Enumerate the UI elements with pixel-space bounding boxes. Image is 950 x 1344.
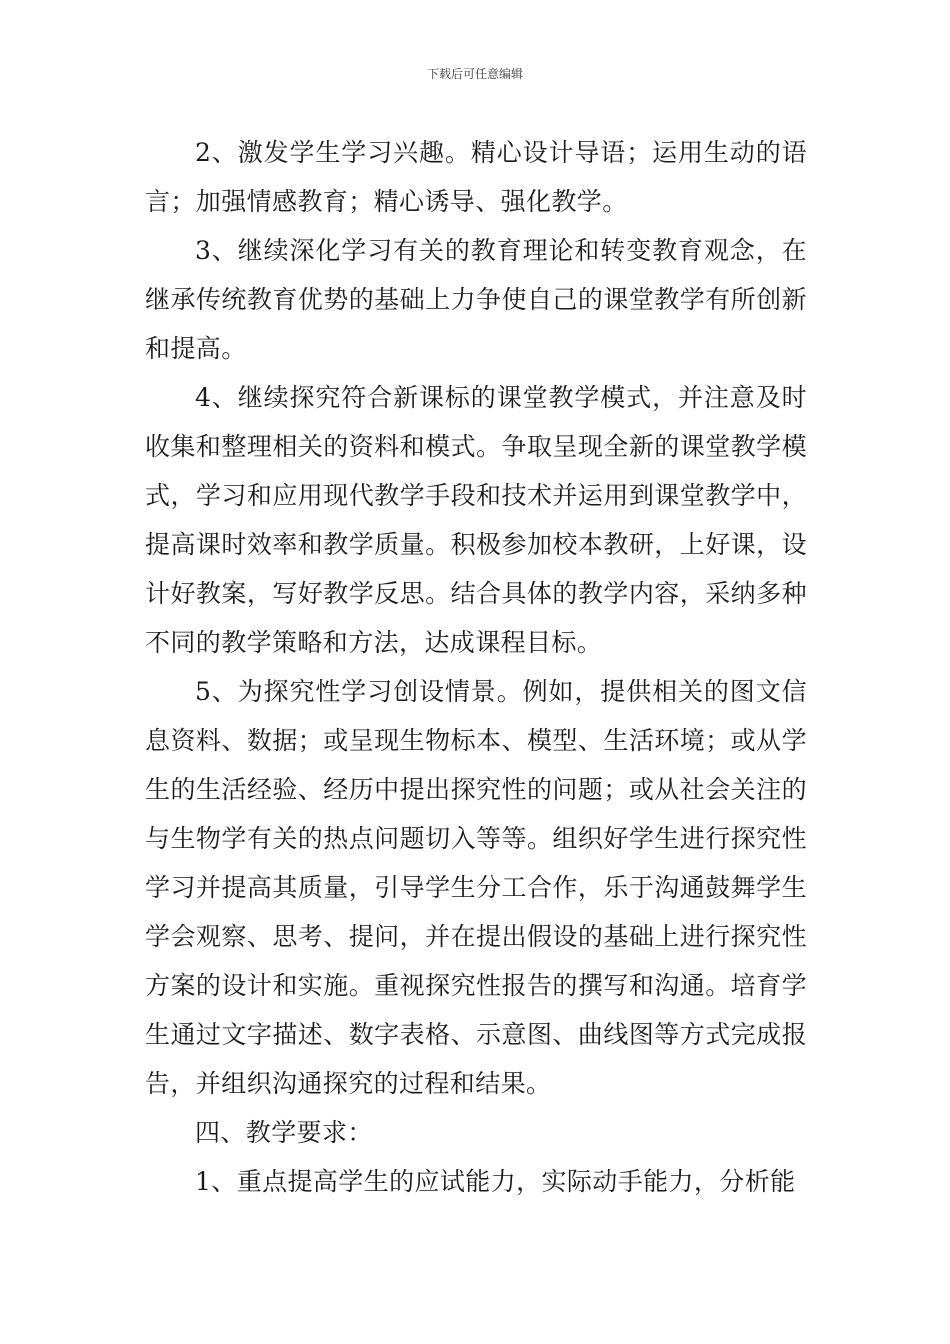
paragraph-item-2: 2、激发学生学习兴趣。精心设计导语；运用生动的语言；加强情感教育；精心诱导、强化教学。: [145, 138, 807, 216]
paragraph-item-1: 1、重点提高学生的应试能力，实际动手能力，分析能: [195, 1167, 796, 1196]
paragraph-item-5: 5、为探究性学习创设情景。例如，提供相关的图文信息资料、数据；或呈现生物标本、模型、生活环境；或从学生的生活经验、经历中提出探究性的问题；或从社会关注的与生物学有关的热点问题切入等等。组织好学生进行探究性学习并提高其质量，引导学生分工合作，乐于沟通鼓舞学生学会观察、思考、提问，并在提出假设的基础上进行探究性方案的设计和实施。重视探究性报告的撰写和沟通。培育学生通过文字描述、数字表格、示意图、曲线图等方式完成报告，并组织沟通探究的过程和结果。: [145, 677, 807, 1098]
document-body: [145, 128, 807, 1206]
paragraph-item-4: 4、继续探究符合新课标的课堂教学模式，并注意及时收集和整理相关的资料和模式。争取呈现全新的课堂教学模式，学习和应用现代教学手段和技术并运用到课堂教学中，提高课时效率和教学质量。积极参加校本教研，上好课，设计好教案，写好教学反思。结合具体的教学内容，采纳多种不同的教学策略和方法，达成课程目标。: [145, 383, 807, 657]
paragraph-item-3: 3、继续深化学习有关的教育理论和转变教育观念，在继承传统教育优势的基础上力争使自己的课堂教学有所创新和提高。: [145, 236, 807, 363]
section-heading-teaching-requirements: 四、教学要求：: [195, 1118, 373, 1147]
page-header-note: 下载后可任意编辑: [426, 67, 523, 81]
